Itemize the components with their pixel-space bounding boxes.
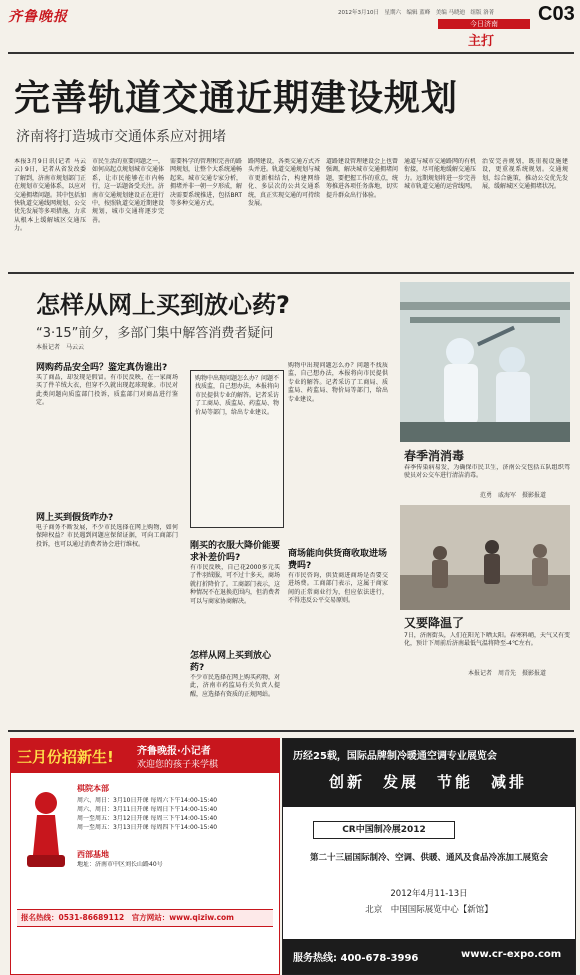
qa-question: 网购药品安全吗？鉴定真伪谁出?: [36, 363, 168, 373]
page-meta: 2012年3月10日 星期六 编辑 蓝峰 美编 马晓迪 组版 洛菁: [338, 10, 495, 16]
address-title: 西部基地: [77, 850, 109, 859]
qa-question: 怎样从网上买到放心药?: [190, 651, 272, 673]
expo-logo: CR中国制冷展2012: [313, 821, 455, 839]
lead-column: 通道与城市交通路网的有机衔接，尽可能地缓解交通压力。远期规划将进一步完善城市轨道交通的运营线网。: [404, 158, 476, 191]
schedule-row: 周六、周日：3月11日开课 每周日下午14:00-15:40: [77, 806, 218, 813]
ad-address: 地址：济南市中区刘长山路40号: [77, 861, 163, 868]
qa-question: 网上买到假货咋办?: [36, 513, 114, 523]
lead-column: 治安完善规划，既重视设施建设，更重视系统规划。交通规划，综合施策，推动公交优先发展，缓解城区交通拥堵状况。: [482, 158, 568, 191]
expo-hotline[interactable]: 服务热线: 400-678-3996: [293, 953, 419, 964]
lead-column: 道路建设管理建设会上也曾强调，解决城市交通拥堵问题，要把握工作的重点，统筹推进各项任务落地，切实提升群众出行体验。: [326, 158, 398, 199]
qa-answer: 买了商品，却发现是假冒。有市民反映，在一家商场买了件羊绒大衣，但穿不久就出现起球现象。市民对此类问题向质监部门投诉，质监部门对商品进行鉴定。: [36, 374, 178, 407]
section-divider: [8, 272, 574, 274]
ad-slogan: 欢迎您的孩子来学棋: [137, 760, 219, 770]
second-subhead: “3·15”前夕，多部门集中解答消费者疑问: [36, 326, 274, 341]
photo1-caption: 春季传染病易发，为确保市民卫生，济南公交包括五队组织驾驶员对公交车进行清洁消毒。: [404, 464, 570, 480]
ad-divider: [8, 730, 574, 732]
lead-column: 本报3月9日讯(记者 马云云) 9日，记者从省发改委了解到，济南市规划部门正在规划市交通体系，以应对交通拥堵问题。其中包括加快轨道交通线网规划、公交优先发展等多项措施，力求从根本上缓解城区交通压力。: [14, 158, 86, 233]
ad-phone[interactable]: 报名热线：0531-86689112 官方网站：www.qiziw.com: [21, 913, 234, 922]
schedule-row: 周六、周日：3月10日开课 每周六下午14:00-15:40: [77, 797, 218, 804]
schedule-row: 周一至周五：3月12日开课 每周三下午14:00-15:40: [77, 815, 218, 822]
lead-column: 需要科学的管理和完善的路网规划，让整个大系统通畅起来。城市交通专家分析，拥堵并非一朝一夕形成，解决需要系统推进，包括BRT等多种交通方式。: [170, 158, 242, 208]
qa-answer: 有市民咨询，供货商进商场是否要交进场费。工商部门表示，这属于商家间的正常商业行为，但应依法进行，不得违反公平交易原则。: [288, 572, 388, 605]
expo-venue: 北京 中国国际展览中心【新馆】: [365, 905, 493, 915]
ad-brand: 齐鲁晚报·小记者: [137, 746, 211, 757]
lead-headline: 完善轨道交通近期建设规划: [14, 78, 459, 119]
section-tag[interactable]: 今日济南: [438, 19, 530, 29]
expo-title: 历经25载，国际品牌制冷暖通空调专业展览会: [293, 751, 497, 762]
photo2-title: 又要降温了: [404, 616, 465, 630]
schedule-row: 周一至周五：3月13日开课 每周四下午14:00-15:40: [77, 824, 218, 831]
lead-column: 市民生活的重要问题之一，如何高起点规划城市交通体系，让市民能够在市内畅行，这一话题备受关注。济南市交通规划建设正在进行中，按照轨道交通近期建设规划，城市交通将逐步完善。: [92, 158, 164, 224]
photo2-credit: 本报记者 周青先 摄影报道: [468, 670, 547, 677]
qa-column-left: [36, 362, 178, 722]
qa-column-mid: [190, 540, 280, 725]
second-headline: 怎样从网上买到放心药?: [36, 291, 290, 319]
photo-illustration-bus: [400, 282, 570, 442]
qa-answer: 电子商务不断发展，不少市民选择在网上购物，如何保障权益？市民遇到问题应保留证据，可向工商部门投诉，也可以通过消费者协会进行维权。: [36, 524, 178, 548]
qa-column-right: [288, 362, 388, 722]
chess-pawn-icon: [21, 785, 71, 885]
qa-question: 商场能向供货商收取进场费吗?: [288, 549, 388, 571]
page-number: C03: [538, 3, 575, 25]
ad-title: 三月份招新生!: [17, 748, 114, 766]
lead-subhead: 济南将打造城市交通体系应对拥堵: [16, 129, 226, 145]
chess-school-ad[interactable]: [10, 738, 280, 975]
second-byline: 本报记者 马云云: [36, 344, 85, 351]
expo-dates: 2012年4月11-13日: [390, 889, 468, 899]
qa-answer: 不少市民选择在网上购买药物，对此，济南市药监局有关负责人提醒，应选择有资质的正规网站。: [190, 674, 280, 698]
header-rule: [8, 52, 574, 54]
photo-illustration-park: [400, 505, 570, 610]
photo1-title: 春季消消毒: [404, 449, 465, 463]
expo-event: 第二十三届国际制冷、空调、供暖、通风及食品冷冻加工展览会: [309, 853, 548, 863]
photo2-caption: 7日，济南街头，人们在阳光下晒太阳。春寒料峭，天气又有变化，预计下周前后济南最低气温将降至-4℃左右。: [404, 632, 570, 648]
photo1-credit: 范勇 戚海军 摄影报道: [480, 492, 547, 499]
expo-website-link[interactable]: www.cr-expo.com: [461, 949, 562, 960]
lead-column: 路网建设，各类交通方式齐头并进。轨道交通规划与城市更新相结合，构建网络化、多层次的公共交通系统，真正实现交通的可持续发展。: [248, 158, 320, 208]
photo-weather: [400, 505, 570, 610]
schedule-title: 棋院本部: [77, 784, 109, 793]
qa-question: 刚买的衣服大降价能要求补差价吗?: [190, 541, 280, 563]
section-title: 主打: [468, 34, 495, 49]
expo-tagline: 创新 发展 节能 减排: [329, 773, 528, 791]
masthead-logo: 齐鲁晚报: [8, 9, 68, 25]
qa-answer: 有市民反映，自己花2000多元买了件羽绒服，可不过十多天，商场就打折降价了。工商部门表示，这种情况不在退换范围内，但消费者可以与商家协商解决。: [190, 564, 280, 605]
expo-ad[interactable]: [282, 738, 576, 975]
qa-answer: 购物中出现问题怎么办？问题不找质监，自己想办法，本报将向市民提供专业的解答。记者采访了工商局、质监局、药监局、物价局等部门，给出专业建议。: [288, 362, 388, 403]
callout-box: 购物中出现问题怎么办？问题不找质监，自己想办法，本报将向市民提供专业的解答。记者采访了工商局、质监局、药监局、物价局等部门，给出专业建议。: [190, 370, 284, 528]
photo-disinfection: [400, 282, 570, 442]
